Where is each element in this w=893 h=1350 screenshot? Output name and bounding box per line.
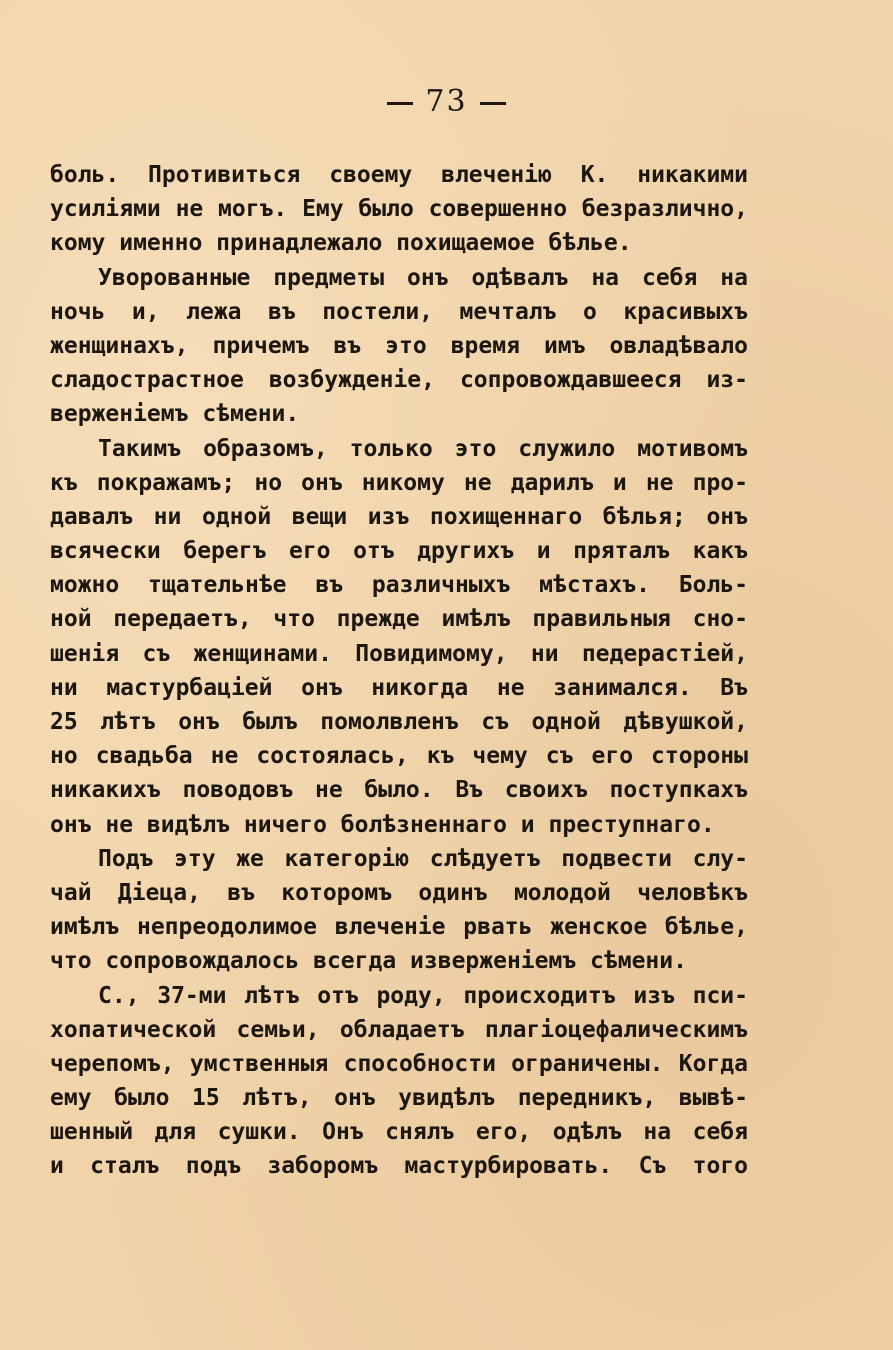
text-line: можно тщательнѣе въ различныхъ мѣстахъ. Боль- bbox=[50, 572, 748, 599]
text-line: кому именно принадлежало похищаемое бѣлье. bbox=[50, 230, 632, 257]
text-line: и сталъ подъ заборомъ мастурбировать. Съ того bbox=[50, 1153, 748, 1180]
text-line: ему было 15 лѣтъ, онъ увидѣлъ передникъ, вывѣ- bbox=[50, 1085, 748, 1112]
page-number-header bbox=[0, 84, 893, 119]
text-line: С., 37-ми лѣтъ отъ роду, происходитъ изъ пси- bbox=[98, 982, 748, 1009]
text-line: боль. Противиться своему влеченію К. никакими bbox=[50, 162, 748, 188]
text-line: ни мастурбаціей онъ никогда не занимался. Въ bbox=[50, 674, 748, 701]
text-line: женщинахъ, причемъ въ это время имъ овладѣвало bbox=[50, 332, 748, 359]
text-line: чай Діеца, въ которомъ одинъ молодой человѣкъ bbox=[50, 879, 748, 906]
text-line: ночь и, лежа въ постели, мечталъ о красивыхъ bbox=[50, 298, 748, 325]
page-number: 73 bbox=[425, 84, 468, 119]
text-line: шенный для сушки. Онъ снялъ его, одѣлъ на себя bbox=[50, 1119, 748, 1146]
text-line: но свадьба не состоялась, къ чему съ его стороны bbox=[50, 743, 748, 770]
text-line: черепомъ, умственныя способности ограничены. Когда bbox=[50, 1050, 748, 1077]
text-line: Подъ эту же категорію слѣдуетъ подвести слу- bbox=[98, 845, 748, 872]
text-line: верженіемъ сѣмени. bbox=[50, 401, 300, 428]
text-line: 25 лѣтъ онъ былъ помолвленъ съ одной дѣвушкой, bbox=[50, 709, 748, 735]
right-dash bbox=[480, 102, 506, 105]
text-line: къ покражамъ; но онъ никому не дарилъ и не про- bbox=[50, 469, 748, 496]
text-line: шенія съ женщинами. Повидимому, ни педерастіей, bbox=[50, 640, 748, 667]
text-line: что сопровождалось всегда изверженіемъ сѣмени. bbox=[50, 948, 687, 975]
text-line: давалъ ни одной вещи изъ похищеннаго бѣлья; онъ bbox=[50, 503, 748, 530]
body-text bbox=[50, 158, 748, 1184]
text-line: онъ не видѣлъ ничего болѣзненнаго и преступнаго. bbox=[50, 811, 715, 838]
text-line: имѣлъ непреодолимое влеченіе рвать женское бѣлье, bbox=[50, 914, 748, 941]
text-line: никакихъ поводовъ не было. Въ своихъ поступкахъ bbox=[50, 777, 748, 804]
text-line: сладострастное возбужденіе, сопровождавшееся из- bbox=[50, 367, 748, 394]
text-line: хопатической семьи, обладаетъ плагіоцефалическимъ bbox=[50, 1016, 748, 1043]
text-line: усиліями не могъ. Ему было совершенно безразлично, bbox=[50, 196, 748, 223]
text-line: Уворованные предметы онъ одѣвалъ на себя на bbox=[98, 264, 748, 291]
text-line: Такимъ образомъ, только это служило мотивомъ bbox=[98, 435, 748, 462]
text-line: всячески берегъ его отъ другихъ и пряталъ какъ bbox=[50, 538, 748, 565]
left-dash bbox=[387, 102, 413, 105]
text-line: ной передаетъ, что прежде имѣлъ правильныя сно- bbox=[50, 606, 748, 633]
